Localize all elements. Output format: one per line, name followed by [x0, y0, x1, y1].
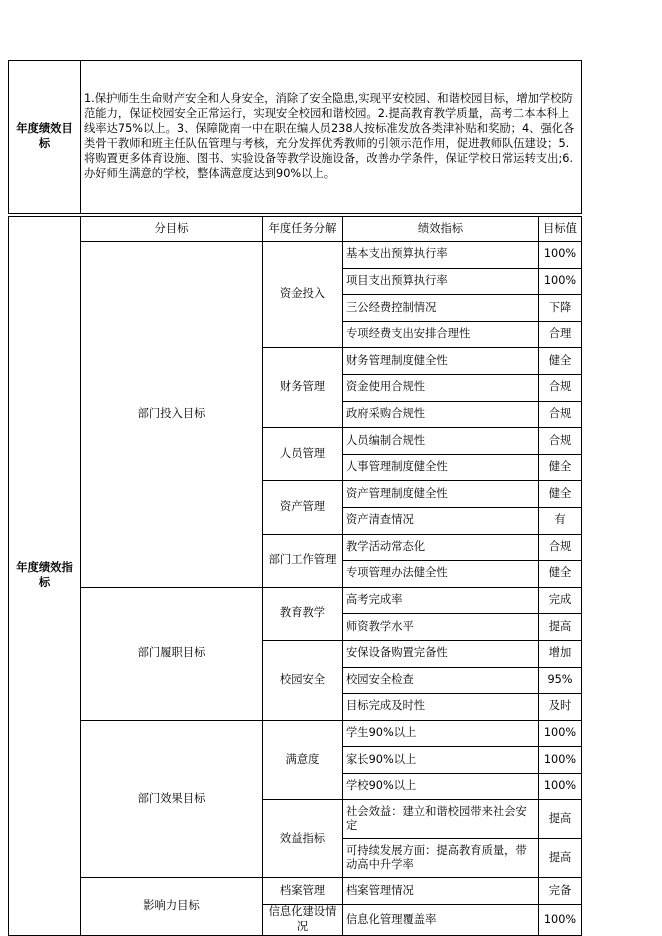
sub-goal-cell: 部门投入目标 [81, 242, 263, 588]
task-cell: 档案管理 [263, 878, 343, 905]
target-value-cell: 合规 [539, 374, 582, 401]
table-row [9, 587, 582, 614]
indicator-cell: 资产管理制度健全性 [343, 481, 539, 508]
indicator-cell: 三公经费控制情况 [343, 295, 539, 322]
indicator-cell: 安保设备购置完备性 [343, 640, 539, 667]
indicator-cell: 学生90%以上 [343, 720, 539, 747]
indicator-cell: 学校90%以上 [343, 773, 539, 800]
target-value-cell: 完备 [539, 878, 582, 905]
header-performance-indicator: 绩效指标 [343, 217, 539, 242]
indicator-cell: 财务管理制度健全性 [343, 348, 539, 375]
indicator-cell: 专项经费支出安排合理性 [343, 321, 539, 348]
task-cell: 校园安全 [263, 640, 343, 720]
annual-goal-text: 1.保护师生生命财产安全和人身安全，消除了安全隐患,实现平安校园、和谐校园目标，增加学校防范能力，保证校园安全正常运行，实现安全校园和谐校园。2.提高教育教学质量，高考二本本科上线率达75%以上。3、保障陇南一中在职在编人员238人按标准发放各类津补贴和奖励；4、强化各类骨干教师和班主任队伍管理与考核，充分发挥优秀教师的引领示范作用，促进教师队伍建设；5.将购置更多体育设施、图书、实验设备等教学设施设备，改善办学条件，保证学校日常运转支出;6.办好师生满意的学校，整体满意度达到90%以上。 [81, 61, 582, 214]
task-cell: 资产管理 [263, 481, 343, 534]
target-value-cell: 100% [539, 905, 582, 936]
target-value-cell: 合理 [539, 321, 582, 348]
indicator-cell: 资产清查情况 [343, 507, 539, 534]
indicator-cell: 政府采购合规性 [343, 401, 539, 428]
target-value-cell: 及时 [539, 694, 582, 721]
target-value-cell: 提高 [539, 800, 582, 839]
indicator-cell: 档案管理情况 [343, 878, 539, 905]
sub-goal-cell: 影响力目标 [81, 878, 263, 935]
task-cell: 教育教学 [263, 587, 343, 640]
indicator-cell: 资金使用合规性 [343, 374, 539, 401]
target-value-cell: 100% [539, 773, 582, 800]
table-row [9, 242, 582, 269]
indicator-cell: 高考完成率 [343, 587, 539, 614]
task-cell: 信息化建设情况 [263, 905, 343, 936]
target-value-cell: 提高 [539, 614, 582, 641]
target-value-cell: 100% [539, 747, 582, 774]
indicator-cell: 教学活动常态化 [343, 534, 539, 561]
task-cell: 人员管理 [263, 428, 343, 481]
target-value-cell: 提高 [539, 839, 582, 878]
target-value-cell: 健全 [539, 481, 582, 508]
target-value-cell: 健全 [539, 561, 582, 588]
annual-goal-row [9, 61, 582, 214]
performance-goal-sheet [8, 60, 581, 936]
target-value-cell: 100% [539, 720, 582, 747]
indicator-cell: 目标完成及时性 [343, 694, 539, 721]
target-value-cell: 合规 [539, 401, 582, 428]
sub-goal-cell: 部门履职目标 [81, 587, 263, 720]
indicator-cell: 社会效益：建立和谐校园带来社会安定 [343, 800, 539, 839]
sub-goal-cell: 部门效果目标 [81, 720, 263, 878]
annual-goal-table [8, 60, 582, 214]
indicator-cell: 信息化管理覆盖率 [343, 905, 539, 936]
annual-indicator-label: 年度绩效指标 [9, 217, 81, 936]
target-value-cell: 健全 [539, 348, 582, 375]
indicator-cell: 基本支出预算执行率 [343, 242, 539, 269]
indicator-cell: 人事管理制度健全性 [343, 454, 539, 481]
header-task-decomposition: 年度任务分解 [263, 217, 343, 242]
table-row [9, 878, 582, 905]
indicator-cell: 师资教学水平 [343, 614, 539, 641]
target-value-cell: 下降 [539, 295, 582, 322]
target-value-cell: 增加 [539, 640, 582, 667]
task-cell: 部门工作管理 [263, 534, 343, 587]
target-value-cell: 100% [539, 242, 582, 269]
header-target-value: 目标值 [539, 217, 582, 242]
task-cell: 满意度 [263, 720, 343, 800]
indicator-cell: 家长90%以上 [343, 747, 539, 774]
indicator-cell: 专项管理办法健全性 [343, 561, 539, 588]
indicator-cell: 校园安全检查 [343, 667, 539, 694]
task-cell: 财务管理 [263, 348, 343, 428]
target-value-cell: 合规 [539, 534, 582, 561]
indicator-cell: 项目支出预算执行率 [343, 268, 539, 295]
target-value-cell: 完成 [539, 587, 582, 614]
table-row [9, 720, 582, 747]
task-cell: 资金投入 [263, 242, 343, 348]
target-value-cell: 健全 [539, 454, 582, 481]
indicator-cell: 人员编制合规性 [343, 428, 539, 455]
indicator-cell: 可持续发展方面：提高教育质量，带动高中升学率 [343, 839, 539, 878]
annual-goal-label: 年度绩效目标 [9, 61, 81, 214]
target-value-cell: 合规 [539, 428, 582, 455]
task-cell: 效益指标 [263, 800, 343, 878]
target-value-cell: 100% [539, 268, 582, 295]
indicator-header-row [9, 217, 582, 242]
annual-indicator-table [8, 216, 582, 936]
header-sub-goal: 分目标 [81, 217, 263, 242]
target-value-cell: 有 [539, 507, 582, 534]
target-value-cell: 95% [539, 667, 582, 694]
